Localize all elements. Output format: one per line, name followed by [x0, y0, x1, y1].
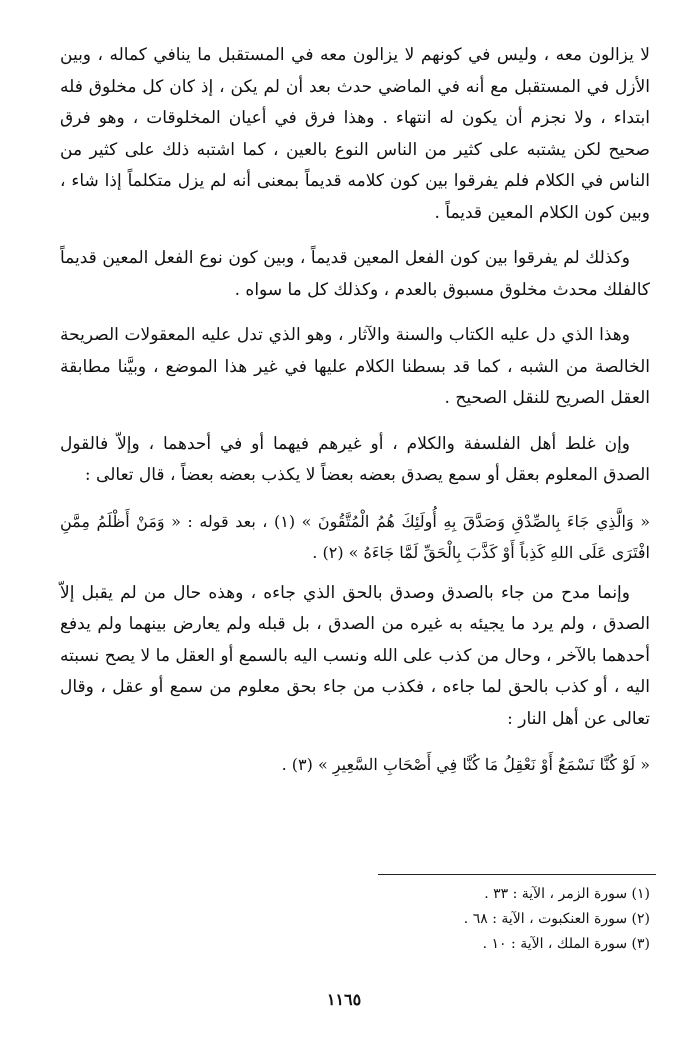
paragraph-3: وهذا الذي دل عليه الكتاب والسنة والآثار ، وهو الذي تدل عليه المعقولات الصريحة الخالصة من الشبه ، كما قد بسطنا الكلام عليها في غير هذا الموضع ، وبيَّنا مطابقة العقل الصريح للنقل الصحيح .: [60, 325, 650, 408]
paragraph-2: وكذلك لم يفرقوا بين كون الفعل المعين قديماً ، وبين كون نوع الفعل المعين قديماً كالفلك محدث مخلوق مسبوق بالعدم ، وكذلك كل ما سواه .: [60, 248, 650, 300]
footnote-divider: [378, 874, 656, 875]
page-body: [60, 40, 650, 790]
footnotes: [350, 882, 650, 957]
page-number: ١١٦٥: [326, 990, 362, 1009]
footnote-2: (٢) سورة العنكبوت ، الآية : ٦٨ .: [463, 911, 650, 927]
paragraph-4: وإن غلط أهل الفلسفة والكلام ، أو غيرهم فيهما أو في أحدهما ، وإلاّ فالقول الصدق المعلوم بعقل أو سمع يصدق بعضه بعضاً لا يكذب بعضه بعضاً ، قال تعالى :: [60, 433, 650, 485]
paragraph-5: وإنما مدح من جاء بالصدق وصدق بالحق الذي جاءه ، وهذه حال من لم يقبل إلاّ الصدق ، ولم يرد ما يجيئه به غيره من الصدق ، بل قبله ولم يعارض بينهما ولم يدفع أحدهما بالآخر ، وحال من كذب على الله ونسب اليه بالسمع أو العقل ما لا يصح نسبته اليه ، أو كذب بالحق لما جاءه ، فكذب من جاء بحق معلوم من سمع أو عقل ، وقال تعالى عن أهل النار :: [60, 582, 650, 729]
paragraph-1: لا يزالون معه ، وليس في كونهم لا يزالون معه في المستقبل ما ينافي كماله ، وبين الأزل في المستقبل مع أنه في الماضي حدث بعد أن لم يكن ، إذ كان كل مخلوق فله ابتداء ، ولا نجزم أن يكون له انتهاء . وهذا فرق في أعيان المخلوقات ، وهو فرق صحيح لكن يشتبه على كثير من الناس النوع بالعين ، كما اشتبه ذلك على كثير من الناس في الكلام فلم يفرقوا بين كون كلامه قديماً بمعنى أنه لم يزل متكلماً إذا شاء ، وبين كون الكلام المعين قديماً .: [60, 45, 650, 223]
footnote-1: (١) سورة الزمر ، الآية : ٣٣ .: [484, 886, 650, 902]
quran-quote-1: « وَالَّذِي جَاءَ بِالصِّدْقِ وَصَدَّقَ بِهِ أُولَئِكَ هُمُ الْمُتَّقُونَ » (١) ، بعد قوله : « وَمَنْ أَظْلَمُ مِمَّنِ افْتَرَى عَلَى اللهِ كَذِباً أَوْ كَذَّبَ بِالْحَقِّ لَمَّا جَاءَهُ » (٢) .: [60, 511, 651, 562]
quran-quote-2: « لَوْ كُنَّا نَسْمَعُ أَوْ نَعْقِلُ مَا كُنَّا فِي أَصْحَابِ السَّعِيرِ » (٣) .: [281, 755, 650, 774]
footnote-3: (٣) سورة الملك ، الآية : ١٠ .: [482, 936, 650, 952]
